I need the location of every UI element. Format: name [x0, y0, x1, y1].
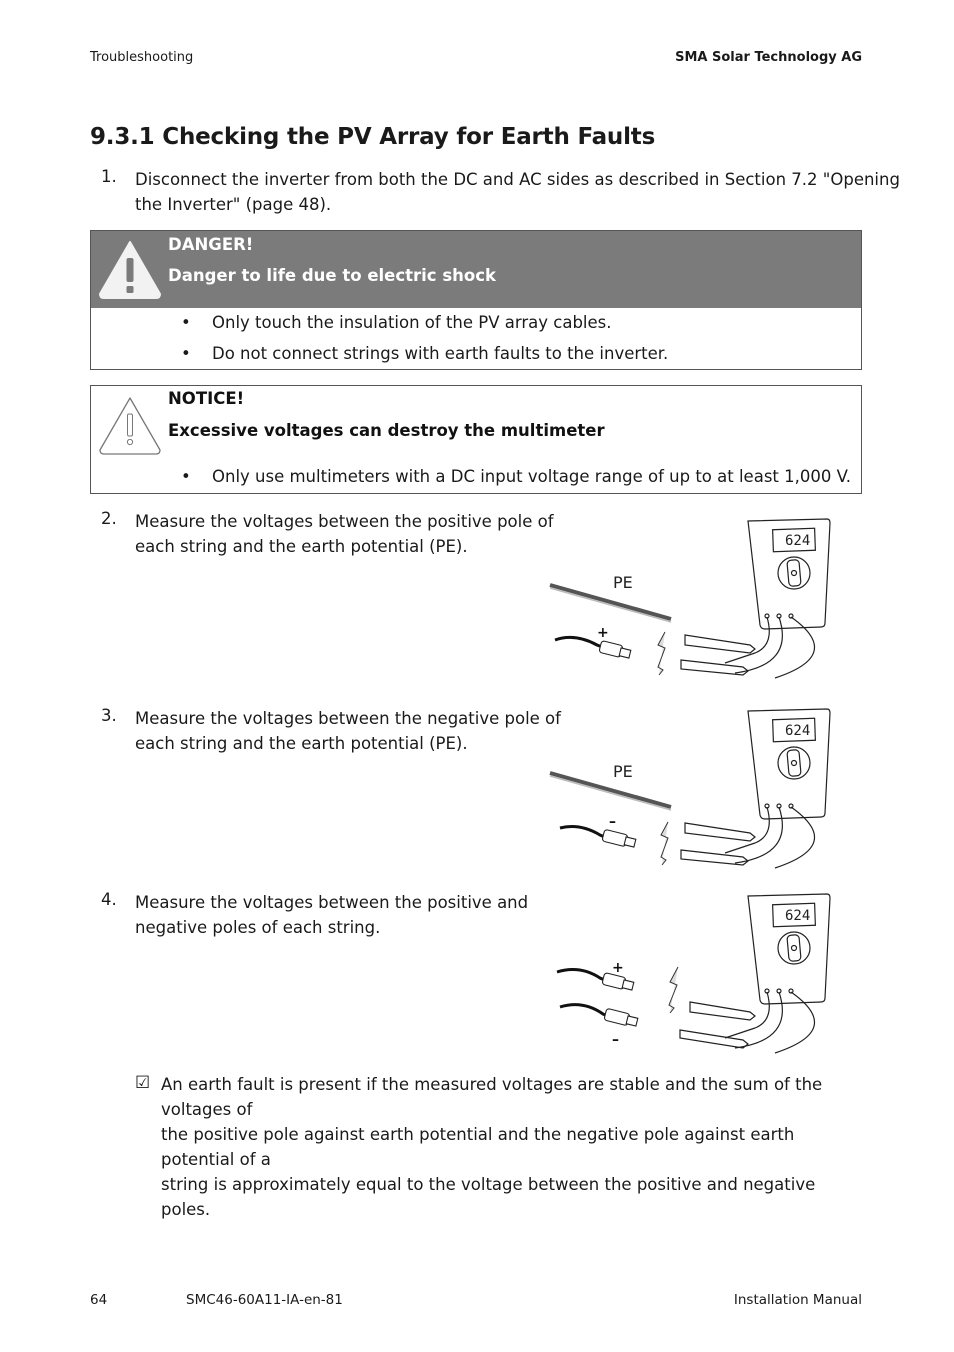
danger-bullet-1: Only touch the insulation of the PV array cables.: [212, 313, 612, 332]
step-2-line-2: each string and the earth potential (PE).: [135, 537, 468, 556]
notice-bullet-1: Only use multimeters with a DC input voltage range of up to at least 1,000 V.: [212, 467, 852, 486]
header-section: Troubleshooting: [90, 50, 194, 65]
result-line-1: An earth fault is present if the measured voltages are stable and the sum of the voltages of: [161, 1075, 823, 1119]
notice-box: [90, 385, 862, 494]
notice-triangle-icon: [96, 392, 164, 456]
danger-header: [91, 231, 861, 308]
bullet-dot: •: [181, 344, 191, 363]
plus-label: +: [597, 625, 609, 641]
figure-positive-negative: [545, 890, 845, 1060]
step-4-text: [135, 890, 528, 940]
pe-label: PE: [613, 573, 633, 592]
figure-negative-pe: [545, 705, 845, 875]
step-1-line-2: the Inverter" (page 48).: [135, 195, 332, 214]
header-company: SMA Solar Technology AG: [675, 50, 862, 65]
bullet-dot: •: [181, 313, 191, 332]
step-4-line-2: negative poles of each string.: [135, 918, 381, 937]
minus-label: –: [612, 1032, 619, 1048]
step-4-line-1: Measure the voltages between the positive and: [135, 893, 529, 912]
display-value: 624: [785, 533, 811, 549]
checkbox-checked-icon: ☑: [135, 1073, 151, 1093]
step-3-line-1: Measure the voltages between the negative pole of: [135, 709, 561, 728]
step-4-number: 4.: [101, 890, 117, 909]
minus-label: –: [609, 814, 616, 830]
danger-box: [90, 230, 862, 370]
display-value: 624: [785, 723, 811, 739]
footer-page-number: 64: [90, 1292, 108, 1308]
notice-label: NOTICE!: [168, 389, 245, 408]
pe-label: PE: [613, 762, 633, 781]
page-title: 9.3.1 Checking the PV Array for Earth Faults: [90, 124, 656, 150]
step-2-line-1: Measure the voltages between the positive pole of: [135, 512, 554, 531]
danger-heading: Danger to life due to electric shock: [168, 266, 496, 285]
multimeter-dial: [778, 557, 810, 589]
step-2-text: [135, 509, 554, 559]
danger-bullet-2: Do not connect strings with earth faults to the inverter.: [212, 344, 669, 363]
step-1-text: [135, 167, 900, 217]
display-value: 624: [785, 908, 811, 924]
warning-triangle-icon: [96, 236, 164, 300]
footer-manual: Installation Manual: [733, 1292, 862, 1308]
notice-heading: Excessive voltages can destroy the multimeter: [168, 421, 605, 440]
step-2-number: 2.: [101, 509, 117, 528]
result-line-2: the positive pole against earth potential and the negative pole against earth potential of a: [161, 1125, 795, 1169]
bullet-dot: •: [181, 467, 191, 486]
result-line-3: string is approximately equal to the voltage between the positive and negative poles.: [161, 1175, 816, 1219]
danger-label: DANGER!: [168, 235, 254, 254]
step-3-text: [135, 706, 561, 756]
plus-label: +: [612, 960, 624, 976]
step-1-line-1: Disconnect the inverter from both the DC and AC sides as described in Section 7.2 "Opening: [135, 170, 900, 189]
figure-positive-pe: [545, 515, 845, 685]
step-1-number: 1.: [101, 167, 117, 186]
result-text: [161, 1072, 861, 1222]
footer-doc-id: SMC46-60A11-IA-en-81: [186, 1292, 343, 1308]
step-3-number: 3.: [101, 706, 117, 725]
step-3-line-2: each string and the earth potential (PE).: [135, 734, 468, 753]
